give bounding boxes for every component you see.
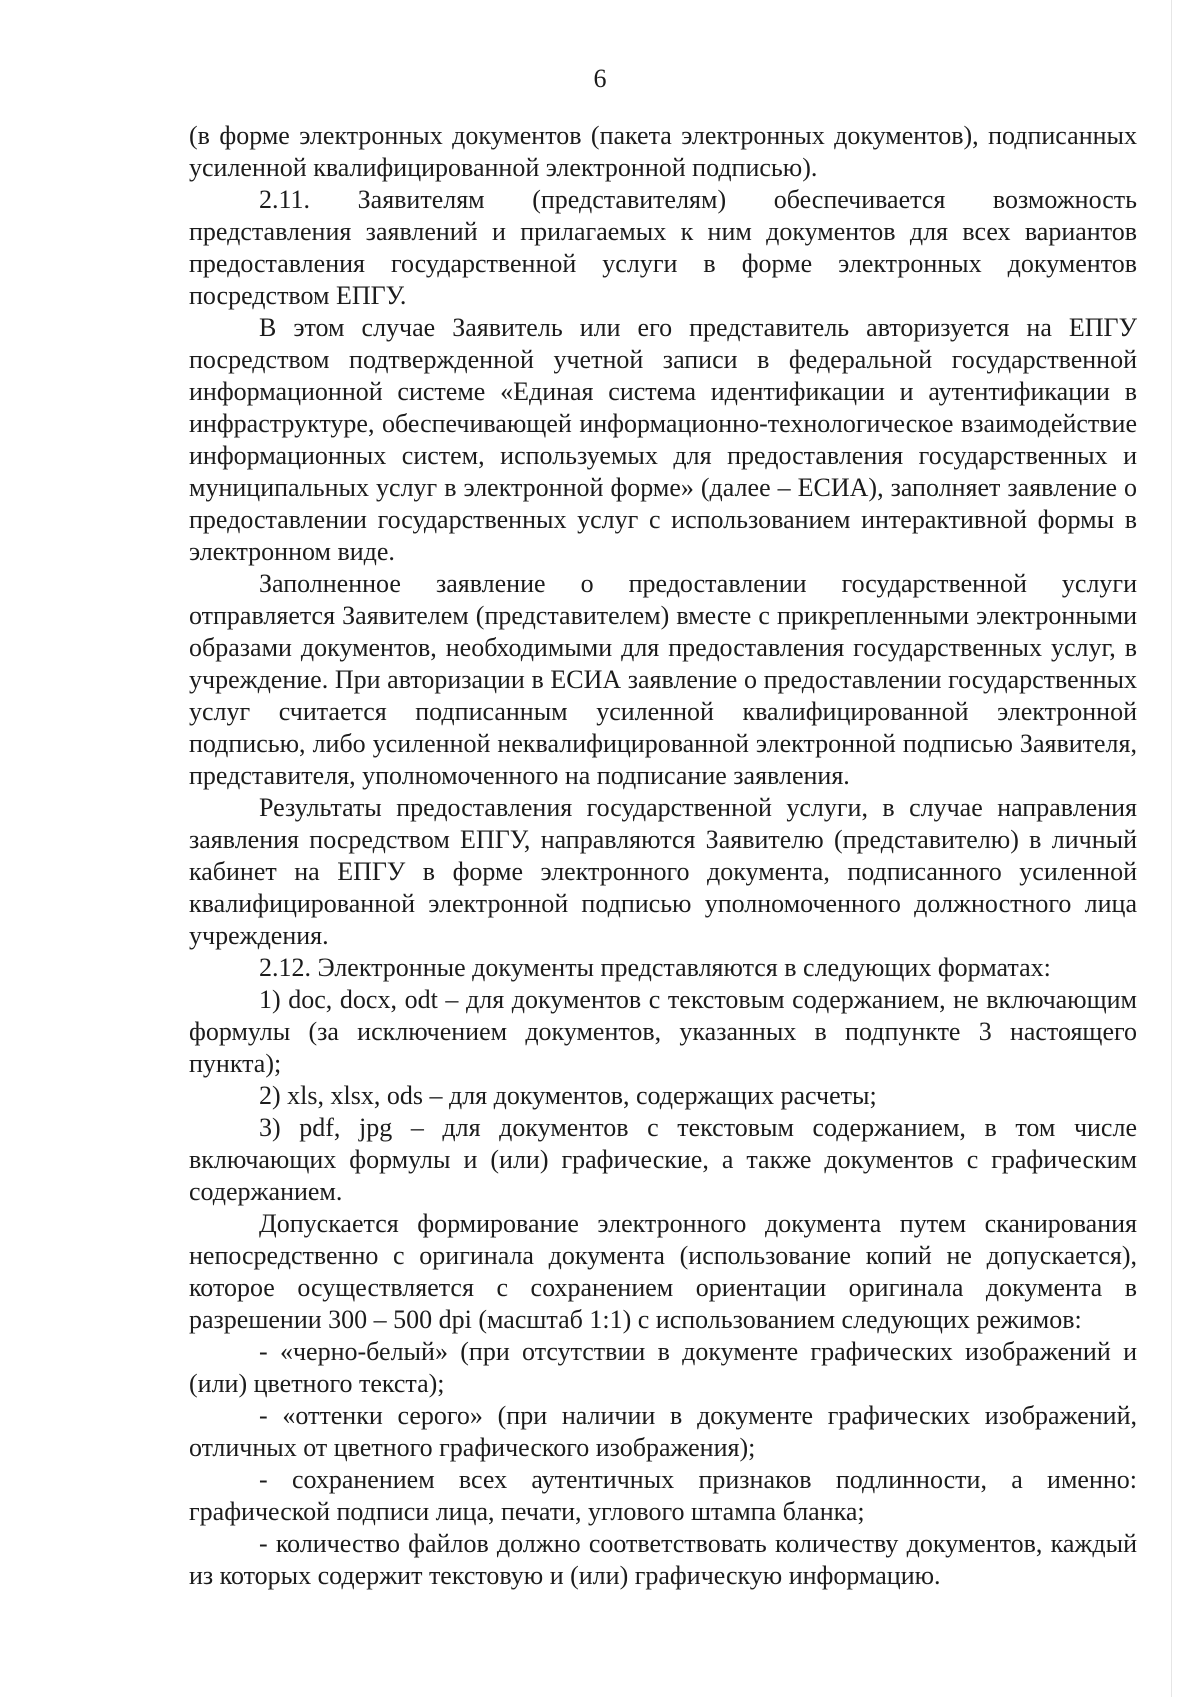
list-item-formats-1: 1) doc, docx, odt – для документов с текстовым содержанием, не включающим формулы (за исключением документов, указанных в подпункте 3 настоящего пункта); xyxy=(189,985,1137,1078)
list-item-mode-bw: - «черно-белый» (при отсутствии в документе графических изображений и (или) цветного текста); xyxy=(189,1337,1137,1398)
paragraph-2-12: 2.12. Электронные документы представляются в следующих форматах: xyxy=(259,953,1051,982)
list-item-file-count: - количество файлов должно соответствовать количеству документов, каждый из которых содержит текстовую и (или) графическую информацию. xyxy=(189,1529,1137,1590)
paragraph-2-11: 2.11. Заявителям (представителям) обеспечивается возможность представления заявлений и прилагаемых к ним документов для всех вариантов предоставления государственной услуги в форме электронных документов посредством ЕПГУ. xyxy=(189,185,1137,310)
paragraph-scanning: Допускается формирование электронного документа путем сканирования непосредственно с оригинала документа (использование копий не допускается), которое осуществляется с сохранением ориентации оригинала документа в разрешении 300 – 500 dpi (масштаб 1:1) с использованием следующих режимов: xyxy=(189,1209,1137,1334)
paragraph-esia-authorization: В этом случае Заявитель или его представитель авторизуется на ЕПГУ посредством подтвержденной учетной записи в федеральной государственной информационной системе «Единая система идентификации и аутентификации в инфраструктуре, обеспечивающей информационно-технологическое взаимодействие информационных систем, используемых для предоставления государственных и муниципальных услуг в электронной форме» (далее – ЕСИА), заполняет заявление о предоставлении государственных услуг с использованием интерактивной формы в электронном виде. xyxy=(189,313,1137,566)
paragraph-filled-application: Заполненное заявление о предоставлении государственной услуги отправляется Заявителем (представителем) вместе с прикрепленными электронными образами документов, необходимыми для предоставления государственных услуг, в учреждение. При авторизации в ЕСИА заявление о предоставлении государственных услуг считается подписанным усиленной квалифицированной электронной подписью, либо усиленной неквалифицированной электронной подписью Заявителя, представителя, уполномоченного на подписание заявления. xyxy=(189,569,1137,790)
list-item-authenticity: - сохранением всех аутентичных признаков подлинности, а именно: графической подписи лица, печати, углового штампа бланка; xyxy=(189,1465,1137,1526)
list-item-formats-2: 2) xls, xlsx, ods – для документов, содержащих расчеты; xyxy=(259,1081,877,1110)
list-item-mode-grayscale: - «оттенки серого» (при наличии в документе графических изображений, отличных от цветного графического изображения); xyxy=(189,1401,1137,1462)
page-number: 6 xyxy=(593,64,607,93)
list-item-formats-3: 3) pdf, jpg – для документов с текстовым содержанием, в том числе включающих формулы и (или) графические, а также документов с графическим содержанием. xyxy=(189,1113,1137,1206)
scan-edge-line xyxy=(1171,0,1172,1697)
paragraph-results: Результаты предоставления государственной услуги, в случае направления заявления посредством ЕПГУ, направляются Заявителю (представителю) в личный кабинет на ЕПГУ в форме электронного документа, подписанного усиленной квалифицированной электронной подписью уполномоченного должностного лица учреждения. xyxy=(189,793,1137,950)
paragraph-continuation: (в форме электронных документов (пакета электронных документов), подписанных усиленной квалифицированной электронной подписью). xyxy=(189,121,1137,182)
document-body xyxy=(189,120,1137,1592)
